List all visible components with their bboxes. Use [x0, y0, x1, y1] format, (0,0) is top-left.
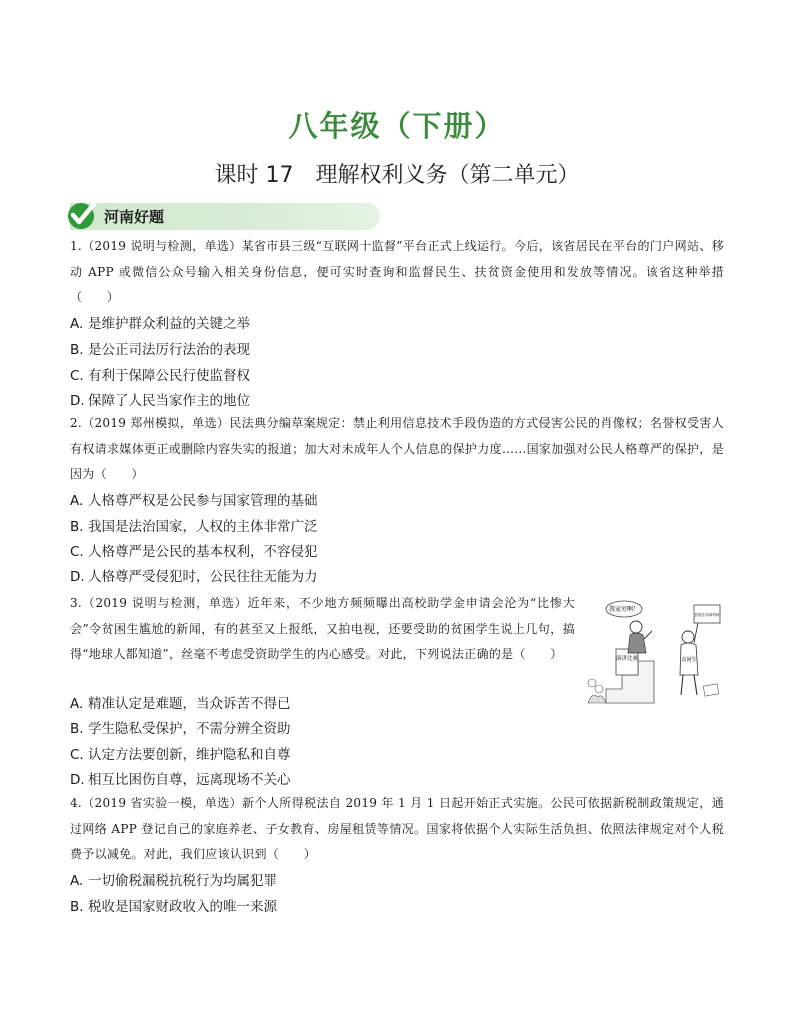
option-text: 保障了人民当家作主的地位 [88, 393, 250, 409]
option-key: B. [70, 721, 84, 737]
speech-bubble-text: 我家穷啊！ [608, 606, 640, 613]
option-text: 精准认定是难题，当众诉苦不得已 [88, 696, 291, 712]
option-key: B. [70, 342, 84, 358]
question-3: 3.（2019 说明与检测，单选）近年来，不少地方频频曝出高校助学金申请会沦为“比惨大会”令贫困生尴尬的新闻，有的甚至又上报纸，又拍电视，还要受助的贫困学生说上几句，搞得“地球人都知道”，丝毫不考虑受资助学生的内心感受。对此，下列说法正确的是（ ） [70, 596, 575, 661]
q3-option-d [70, 770, 291, 790]
option-key: B. [70, 519, 84, 535]
q3-option-a [70, 694, 291, 714]
option-text: 税收是国家财政收入的唯一来源 [88, 899, 277, 915]
q3-option-c [70, 745, 291, 765]
q1-option-d [70, 391, 250, 411]
question-2: 2.（2019 郑州模拟，单选）民法典分编草案规定：禁止利用信息技术手段伪造的方式侵害公民的肖像权；名誉权受害人有权请求媒体更正或删除内容失实的报道；加大对未成年人个人信息的保护力度……国家加强对公民人格尊严的保护，是因为（ ） [70, 416, 724, 481]
option-text: 人格尊严受侵犯时，公民往往无能为力 [88, 569, 318, 585]
option-key: A. [70, 696, 84, 712]
option-text: 相互比困伤自尊，远离现场不关心 [88, 772, 291, 788]
q2-option-b [70, 517, 318, 537]
option-text: 人格尊严是公民的基本权利，不容侵犯 [88, 544, 318, 560]
option-text: 是维护群众利益的关键之举 [88, 316, 250, 332]
option-key: D. [70, 772, 85, 788]
option-key: A. [70, 873, 84, 889]
figure-label: 贫困生 [681, 657, 697, 663]
option-text: 认定方法要创新，维护隐私和自尊 [88, 747, 291, 763]
check-icon [66, 199, 98, 231]
podium-label: 演讲比赛 [615, 656, 639, 662]
option-key: A. [70, 316, 84, 332]
q2-option-a [70, 491, 318, 511]
page-title: 八年级（下册） [288, 109, 506, 143]
cartoon-illustration [586, 597, 722, 705]
lesson-title: 课时 17 理解权利义务（第二单元） [214, 163, 580, 188]
option-key: B. [70, 899, 84, 915]
option-key: C. [70, 368, 84, 384]
option-key: C. [70, 747, 84, 763]
q4-option-b [70, 897, 277, 917]
option-text: 一切偷税漏税抗税行为均属犯罪 [88, 873, 277, 889]
question-1: 1.（2019 说明与检测，单选）某省市县三级“互联网十监督”平台正式上线运行。今后，该省居民在平台的门户网站、移动 APP 或微信公众号输入相关身份信息，便可实时查询和监督民生、扶贫资金使用和发放等情况。该省这种举措（ ） [70, 239, 724, 304]
option-key: C. [70, 544, 84, 560]
q3-option-b [70, 719, 291, 739]
q1-option-a [70, 314, 250, 334]
q4-option-a [70, 871, 277, 891]
q2-option-d [70, 567, 318, 587]
section-label: 河南好题 [104, 208, 165, 226]
option-key: D. [70, 569, 85, 585]
q1-option-c [70, 366, 250, 386]
option-text: 学生隐私受保护，不需分辨全资助 [88, 721, 291, 737]
q2-option-c [70, 542, 318, 562]
option-key: A. [70, 493, 84, 509]
option-text: 是公正司法厉行法治的表现 [88, 342, 250, 358]
option-text: 我国是法治国家，人权的主体非常广泛 [88, 519, 318, 535]
q1-option-b [70, 340, 250, 360]
option-text: 人格尊严权是公民参与国家管理的基础 [88, 493, 318, 509]
option-key: D. [70, 393, 85, 409]
sign-text: 贫困生申请材料 [694, 613, 720, 617]
option-text: 有利于保障公民行使监督权 [88, 368, 250, 384]
question-4: 4.（2019 省实验一模，单选）新个人所得税法自 2019 年 1 月 1 日起开始正式实施。公民可依据新税制政策规定，通过网络 APP 登记自己的家庭养老、子女教育、房屋租赁等情况。国家将依据个人实际生活负担、依照法律规定对个人税费予以减免。对此，我们应该认识到（ ） [70, 796, 724, 861]
